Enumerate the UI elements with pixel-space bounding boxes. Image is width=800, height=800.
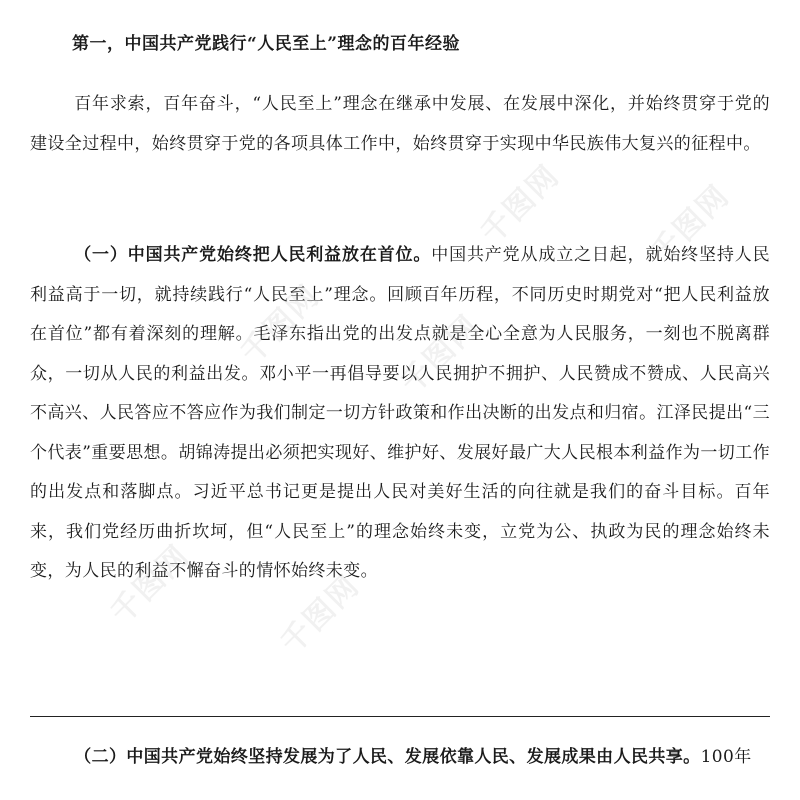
section-2-body: 100年	[700, 747, 752, 767]
watermark-text: 千图网	[474, 158, 567, 251]
watermark-text: 千图网	[234, 278, 327, 371]
page-divider	[30, 716, 770, 717]
watermark-text: 千图网	[274, 568, 367, 661]
intro-paragraph: 百年求索，百年奋斗，“人民至上”理念在继承中发展、在发展中深化，并始终贯穿于党的建设全过程中，始终贯穿于党的各项具体工作中，始终贯穿于实现中华民族伟大复兴的征程中。	[30, 94, 770, 154]
watermark-text: 千图网	[104, 538, 197, 631]
section-2-paragraph	[30, 738, 770, 778]
watermark-text: 千图网	[394, 308, 487, 401]
watermark-text: 千图网	[644, 178, 737, 271]
section-2-title: （二）中国共产党始终坚持发展为了人民、发展依靠人民、发展成果由人民共享。	[74, 747, 701, 767]
section-1-body: 中国共产党从成立之日起，就始终坚持人民利益高于一切，就持续践行“人民至上”理念。回顾百年历程，不同历史时期党对“把人民利益放在首位”都有着深刻的理解。毛泽东指出党的出发点就是全心全意为人民服务，一刻也不脱离群众，一切从人民的利益出发。邓小平一再倡导要以人民拥护不拥护、人民赞成不赞成、人民高兴不高兴、人民答应不答应作为我们制定一切方针政策和作出决断的出发点和归宿。江泽民提出“三个代表”重要思想。胡锦涛提出必须把实现好、维护好、发展好最广大人民根本利益作为一切工作的出发点和落脚点。习近平总书记更是提出人民对美好生活的向往就是我们的奋斗目标。百年来，我们党经历曲折坎坷，但“人民至上”的理念始终未变，立党为公、执政为民的理念始终未变，为人民的利益不懈奋斗的情怀始终未变。	[30, 245, 770, 581]
section-1-paragraph	[30, 236, 770, 592]
section-heading: 第一，中国共产党践行“人民至上”理念的百年经验	[72, 34, 461, 54]
section-1-title: （一）中国共产党始终把人民利益放在首位。	[74, 245, 432, 265]
